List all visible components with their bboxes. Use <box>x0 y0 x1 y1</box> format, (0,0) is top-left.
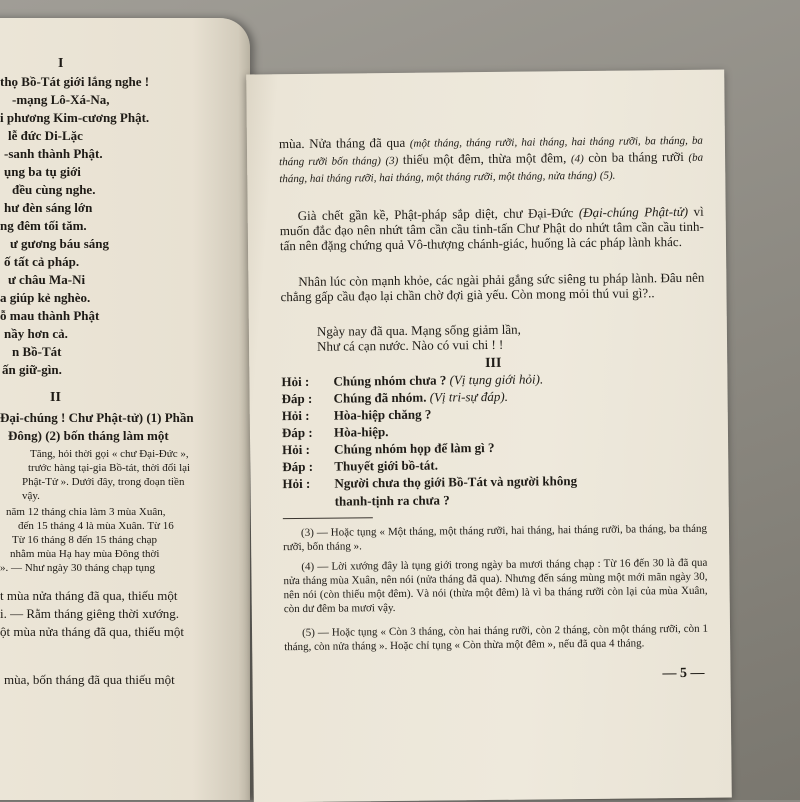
qa-label: Hỏi : <box>281 407 310 424</box>
qa-question: Thuyết giới bồ-tát. <box>334 457 439 474</box>
note-months: (một tháng, tháng rưỡi, hai tháng, hai tháng rưỡi, ba tháng, ba tháng rưỡi bốn tháng) <box>279 134 703 169</box>
qa-question: Hòa-hiệp. <box>333 424 389 440</box>
qa-label: Hỏi : <box>281 373 310 390</box>
left-page <box>0 18 250 800</box>
qa-label: Đáp : <box>282 458 314 475</box>
qa-continuation: thanh-tịnh ra chưa ? <box>334 492 450 509</box>
left-text-line: Đông) (2) bốn tháng làm một <box>8 428 169 443</box>
left-text-line: i. — Rằm tháng giêng thời xướng. <box>0 606 179 621</box>
paragraph-exhortation: Già chết gần kề, Phật-pháp sắp diệt, chư Đại-Đức (Đại-chúng Phật-tử) vì muốn đắc đạo nên nhứt tâm cần cầu tinh-tấn Chư Phật do nhứt tâm cần cầu tinh-tấn nên đặng chứng quả Vô-thượng chánh-giác, huống là các pháp lành khác. <box>279 203 704 254</box>
verse <box>281 319 741 354</box>
section-heading: III <box>484 355 502 372</box>
qa-note: (Vị tri-sự đáp). <box>429 388 509 405</box>
qa-question: Chúng đã nhóm. <box>333 389 427 406</box>
paragraph-seasons <box>279 132 704 187</box>
left-text-line: -sanh thành Phật. <box>4 146 103 161</box>
footnote-rule <box>283 517 373 519</box>
left-text-line: ỗ mau thành Phật <box>0 308 100 323</box>
left-text-line: Tăng, hỏi thời gọi « chư Đại-Đức », <box>30 448 189 460</box>
qa-question: Chúng nhóm họp để làm gì ? <box>334 439 495 457</box>
left-text-line: ụng ba tụ giới <box>4 164 81 179</box>
left-text-line: II <box>50 390 61 405</box>
left-text-line: vậy. <box>22 490 40 502</box>
left-text-line: ư châu Ma-Ni <box>8 272 86 287</box>
qa-label: Đáp : <box>281 424 313 441</box>
right-page <box>246 70 732 802</box>
page-number: — 5 — <box>662 665 705 682</box>
left-text-line: Phật-Tử ». Dưới đây, trong đoạn tiền <box>22 476 185 488</box>
footnote-4: (4) — Lời xướng đây là tụng giới trong ngày ba mươi tháng chạp : Từ 16 đến 30 là đã qua nửa tháng mùa Xuân, nên nói (nửa tháng đã qua). Nhưng đến sáng mùng một mới mãn ngày 30, nên nói (còn thiếu một đêm). Và nói (thừa một đêm) là vì ba tháng rưỡi còn lại của mùa Xuân, còn dư đêm ba mươi vậy. <box>283 556 708 616</box>
left-text-line: -mạng Lô-Xá-Na, <box>12 92 110 107</box>
left-text-line: ». — Như ngày 30 tháng chạp tụng <box>0 562 156 574</box>
left-text-line: mùa, bốn tháng đã qua thiếu một <box>4 672 175 687</box>
qa-question: Chúng nhóm chưa ? <box>333 372 447 389</box>
left-text-line: ố tất cả pháp. <box>4 254 80 269</box>
left-text-line: i phương Kim-cương Phật. <box>0 110 150 125</box>
left-text-line: Từ 16 tháng 8 đến 15 tháng chạp <box>12 534 157 546</box>
left-text-line: năm 12 tháng chia làm 3 mùa Xuân, <box>6 506 166 518</box>
qa-dialogue <box>281 370 706 493</box>
note-remaining: (ba tháng, hai tháng rưỡi, hai tháng, một tháng rưỡi, một tháng, nửa tháng) <box>279 151 704 186</box>
verse-line-1: Ngày nay đã qua. Mạng sống giảm lần, <box>316 321 521 339</box>
left-text-line: ư gương báu sáng <box>10 236 110 251</box>
qa-note: (Vị tụng giới hỏi). <box>449 371 544 388</box>
footnote-ref-3: (3) <box>385 154 399 168</box>
left-text-line: a giúp kẻ nghèo. <box>0 290 91 305</box>
left-text-line: nầy hơn cả. <box>4 326 68 341</box>
left-text-line: đều cùng nghe. <box>12 182 96 197</box>
para1-mid: thiếu một đêm, thừa một đêm, <box>402 150 567 167</box>
verse-line-2: Như cá cạn nước. Nào có vui chi ! ! <box>316 336 504 354</box>
left-text-line: lễ đức Di-Lặc <box>8 128 83 143</box>
left-text-line: Đại-chúng ! Chư Phật-tử) (1) Phần <box>0 410 194 425</box>
left-text-line: ng đêm tối tăm. <box>0 218 87 233</box>
qa-question: Người chưa thọ giới Bồ-Tát và người không <box>334 473 578 491</box>
footnote-ref-5: (5). <box>599 169 616 182</box>
left-text-line: trước hàng tại-gia Bồ-tát, thời đổi lại <box>28 462 191 474</box>
footnote-3: (3) — Hoặc tụng « Một tháng, một tháng rưỡi, hai tháng, hai tháng rưỡi, ba tháng, ba tháng rưỡi, bốn tháng ». <box>283 522 708 554</box>
qa-label: Đáp : <box>281 390 313 407</box>
qa-label: Hỏi : <box>282 441 311 458</box>
qa-question: Hòa-hiệp chăng ? <box>333 406 432 423</box>
footnote-ref-4: (4) <box>570 152 584 166</box>
left-text-line: I <box>58 56 64 71</box>
para1-start: mùa. Nửa tháng đã qua <box>278 134 406 152</box>
left-text-line: ột mùa nửa tháng đã qua, thiếu một <box>0 624 184 639</box>
qa-label: Hỏi : <box>282 475 311 492</box>
left-text-line: ấn giữ-gìn. <box>2 362 62 377</box>
left-text-line: n Bồ-Tát <box>12 344 62 359</box>
para1-mid2: còn ba tháng rưỡi <box>588 148 684 165</box>
left-text-line: t mùa nửa tháng đã qua, thiếu một <box>0 588 178 603</box>
paragraph-diligence: Nhân lúc còn mạnh khỏe, các ngài phải gắng sức siêng tu pháp lành. Đâu nên chẳng gấp cầu đạo lại chần chờ đợi già yếu. Còn mong mỏi thú vui gì?.. <box>280 269 705 305</box>
left-text-line: đến 15 tháng 4 là mùa Xuân. Từ 16 <box>18 520 174 532</box>
qa-text <box>334 472 706 492</box>
left-text-line: nhằm mùa Hạ hay mùa Đông thời <box>10 548 160 560</box>
left-page-text <box>0 18 250 800</box>
left-text-line: thọ Bồ-Tát giới lắng nghe ! <box>0 74 150 89</box>
footnote-5: (5) — Hoặc tụng « Còn 3 tháng, còn hai tháng rưỡi, còn 2 tháng, còn một tháng rưỡi, còn 1 tháng, còn nửa tháng ». Hoặc chỉ tụng « Còn thừa một đêm », nếu đã qua 4 tháng. <box>284 622 709 654</box>
left-text-line: hư đèn sáng lớn <box>4 200 93 215</box>
